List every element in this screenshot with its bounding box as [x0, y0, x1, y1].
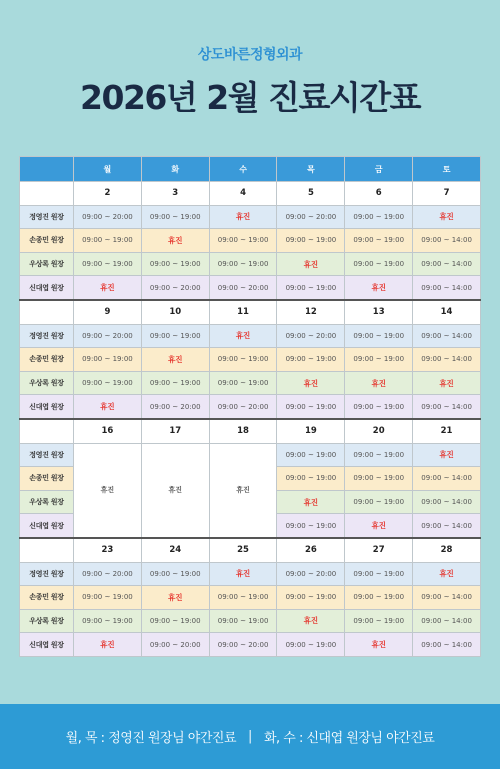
doctor-name: 우상록 원장: [20, 252, 74, 276]
date-cell: 2: [74, 182, 142, 206]
date-cell: 24: [141, 538, 209, 562]
holiday-cell: 휴진: [74, 443, 142, 538]
hours-cell: 09:00 ~ 19:00: [277, 467, 345, 491]
footer-note-tue-wed: 화, 수 : 신대엽 원장님 야간진료: [263, 731, 435, 746]
doctor-name: 신대엽 원장: [20, 395, 74, 419]
date-cell: 5: [277, 182, 345, 206]
hours-cell: 09:00 ~ 19:00: [209, 609, 277, 633]
hours-cell: 09:00 ~ 20:00: [209, 395, 277, 419]
hours-cell: 09:00 ~ 20:00: [209, 276, 277, 300]
weekday-header: 월: [74, 157, 142, 182]
hours-cell: 09:00 ~ 19:00: [277, 586, 345, 610]
date-row-label: [20, 538, 74, 562]
closed-cell: 휴진: [277, 252, 345, 276]
date-cell: 17: [141, 419, 209, 443]
hours-cell: 09:00 ~ 14:00: [413, 395, 481, 419]
footer-separator: |: [248, 729, 252, 744]
closed-cell: 휴진: [141, 586, 209, 610]
doctor-name: 정영진 원장: [20, 324, 74, 348]
hours-cell: 09:00 ~ 19:00: [345, 562, 413, 586]
hours-cell: 09:00 ~ 19:00: [209, 348, 277, 372]
hours-cell: 09:00 ~ 19:00: [345, 324, 413, 348]
hours-cell: 09:00 ~ 19:00: [141, 252, 209, 276]
page-title: 2026년 2월 진료시간표: [80, 78, 420, 117]
hours-cell: 09:00 ~ 14:00: [413, 324, 481, 348]
doctor-row: [20, 633, 481, 657]
hours-cell: 09:00 ~ 19:00: [277, 348, 345, 372]
hours-cell: 09:00 ~ 19:00: [74, 609, 142, 633]
closed-cell: 휴진: [209, 562, 277, 586]
hours-cell: 09:00 ~ 19:00: [277, 276, 345, 300]
header-corner: [20, 157, 74, 182]
hours-cell: 09:00 ~ 19:00: [74, 348, 142, 372]
date-cell: 3: [141, 182, 209, 206]
doctor-name: 우상록 원장: [20, 371, 74, 395]
hours-cell: 09:00 ~ 19:00: [74, 252, 142, 276]
date-cell: 7: [413, 182, 481, 206]
weekday-header-row: [20, 157, 481, 182]
date-cell: 26: [277, 538, 345, 562]
hours-cell: 09:00 ~ 14:00: [413, 348, 481, 372]
closed-cell: 휴진: [74, 276, 142, 300]
doctor-row: [20, 395, 481, 419]
holiday-cell: 휴진: [141, 443, 209, 538]
doctor-row: [20, 562, 481, 586]
doctor-row: [20, 348, 481, 372]
doctor-name: 손종민 원장: [20, 348, 74, 372]
hours-cell: 09:00 ~ 20:00: [74, 324, 142, 348]
date-cell: 20: [345, 419, 413, 443]
footer-banner: [0, 704, 500, 769]
doctor-row: [20, 609, 481, 633]
closed-cell: 휴진: [413, 443, 481, 467]
date-cell: 25: [209, 538, 277, 562]
closed-cell: 휴진: [345, 276, 413, 300]
date-cell: 12: [277, 300, 345, 324]
hours-cell: 09:00 ~ 14:00: [413, 229, 481, 253]
hours-cell: 09:00 ~ 19:00: [74, 229, 142, 253]
weekday-header: 금: [345, 157, 413, 182]
doctor-name: 정영진 원장: [20, 562, 74, 586]
hours-cell: 09:00 ~ 14:00: [413, 276, 481, 300]
doctor-name: 손종민 원장: [20, 467, 74, 491]
hours-cell: 09:00 ~ 14:00: [413, 514, 481, 538]
hours-cell: 09:00 ~ 19:00: [345, 252, 413, 276]
hours-cell: 09:00 ~ 19:00: [277, 514, 345, 538]
closed-cell: 휴진: [345, 514, 413, 538]
weekday-header: 화: [141, 157, 209, 182]
closed-cell: 휴진: [413, 371, 481, 395]
hours-cell: 09:00 ~ 20:00: [277, 324, 345, 348]
closed-cell: 휴진: [209, 324, 277, 348]
date-cell: 19: [277, 419, 345, 443]
hours-cell: 09:00 ~ 14:00: [413, 490, 481, 514]
hours-cell: 09:00 ~ 20:00: [209, 633, 277, 657]
doctor-row: [20, 252, 481, 276]
hours-cell: 09:00 ~ 20:00: [277, 205, 345, 229]
doctor-name: 신대엽 원장: [20, 514, 74, 538]
doctor-row: [20, 205, 481, 229]
hours-cell: 09:00 ~ 14:00: [413, 633, 481, 657]
closed-cell: 휴진: [141, 229, 209, 253]
closed-cell: 휴진: [277, 609, 345, 633]
doctor-name: 정영진 원장: [20, 443, 74, 467]
date-cell: 18: [209, 419, 277, 443]
doctor-name: 정영진 원장: [20, 205, 74, 229]
hours-cell: 09:00 ~ 20:00: [141, 276, 209, 300]
hours-cell: 09:00 ~ 14:00: [413, 252, 481, 276]
date-row: [20, 300, 481, 324]
hours-cell: 09:00 ~ 19:00: [345, 395, 413, 419]
date-cell: 13: [345, 300, 413, 324]
weekday-header: 목: [277, 157, 345, 182]
date-cell: 11: [209, 300, 277, 324]
hours-cell: 09:00 ~ 19:00: [345, 586, 413, 610]
date-row-label: [20, 182, 74, 206]
hours-cell: 09:00 ~ 19:00: [345, 443, 413, 467]
doctor-row: [20, 324, 481, 348]
hours-cell: 09:00 ~ 19:00: [141, 609, 209, 633]
hours-cell: 09:00 ~ 19:00: [141, 205, 209, 229]
closed-cell: 휴진: [345, 371, 413, 395]
doctor-name: 신대엽 원장: [20, 276, 74, 300]
doctor-row: [20, 443, 481, 467]
closed-cell: 휴진: [277, 490, 345, 514]
hours-cell: 09:00 ~ 19:00: [74, 371, 142, 395]
date-cell: 14: [413, 300, 481, 324]
doctor-name: 우상록 원장: [20, 490, 74, 514]
hours-cell: 09:00 ~ 19:00: [141, 324, 209, 348]
hours-cell: 09:00 ~ 20:00: [74, 562, 142, 586]
closed-cell: 휴진: [74, 395, 142, 419]
hours-cell: 09:00 ~ 20:00: [277, 562, 345, 586]
hours-cell: 09:00 ~ 19:00: [345, 229, 413, 253]
hours-cell: 09:00 ~ 19:00: [209, 229, 277, 253]
weekday-header: 토: [413, 157, 481, 182]
hours-cell: 09:00 ~ 19:00: [277, 443, 345, 467]
hours-cell: 09:00 ~ 14:00: [413, 609, 481, 633]
date-cell: 23: [74, 538, 142, 562]
hours-cell: 09:00 ~ 19:00: [209, 252, 277, 276]
hours-cell: 09:00 ~ 19:00: [209, 586, 277, 610]
doctor-name: 신대엽 원장: [20, 633, 74, 657]
date-cell: 10: [141, 300, 209, 324]
hours-cell: 09:00 ~ 19:00: [277, 633, 345, 657]
doctor-name: 우상록 원장: [20, 609, 74, 633]
hours-cell: 09:00 ~ 14:00: [413, 586, 481, 610]
hours-cell: 09:00 ~ 20:00: [74, 205, 142, 229]
doctor-row: [20, 229, 481, 253]
holiday-cell: 휴진: [209, 443, 277, 538]
hours-cell: 09:00 ~ 19:00: [277, 395, 345, 419]
hours-cell: 09:00 ~ 19:00: [345, 490, 413, 514]
date-row: [20, 182, 481, 206]
closed-cell: 휴진: [74, 633, 142, 657]
footer-note-mon-thu: 월, 목 : 정영진 원장님 야간진료: [65, 731, 237, 746]
date-cell: 4: [209, 182, 277, 206]
date-cell: 28: [413, 538, 481, 562]
hours-cell: 09:00 ~ 19:00: [141, 371, 209, 395]
hours-cell: 09:00 ~ 19:00: [141, 562, 209, 586]
hours-cell: 09:00 ~ 19:00: [345, 609, 413, 633]
weekday-header: 수: [209, 157, 277, 182]
hours-cell: 09:00 ~ 19:00: [74, 586, 142, 610]
closed-cell: 휴진: [413, 562, 481, 586]
date-row: [20, 419, 481, 443]
hours-cell: 09:00 ~ 19:00: [209, 371, 277, 395]
hours-cell: 09:00 ~ 20:00: [141, 395, 209, 419]
clinic-name: 상도바른정형외과: [197, 47, 303, 63]
date-row-label: [20, 419, 74, 443]
date-row-label: [20, 300, 74, 324]
date-cell: 16: [74, 419, 142, 443]
hours-cell: 09:00 ~ 14:00: [413, 467, 481, 491]
closed-cell: 휴진: [277, 371, 345, 395]
doctor-row: [20, 276, 481, 300]
date-cell: 9: [74, 300, 142, 324]
closed-cell: 휴진: [345, 633, 413, 657]
date-cell: 27: [345, 538, 413, 562]
closed-cell: 휴진: [209, 205, 277, 229]
schedule-table: [19, 156, 481, 657]
hours-cell: 09:00 ~ 20:00: [141, 633, 209, 657]
hours-cell: 09:00 ~ 19:00: [345, 205, 413, 229]
date-row: [20, 538, 481, 562]
doctor-row: [20, 586, 481, 610]
closed-cell: 휴진: [413, 205, 481, 229]
hours-cell: 09:00 ~ 19:00: [345, 348, 413, 372]
doctor-name: 손종민 원장: [20, 229, 74, 253]
date-cell: 6: [345, 182, 413, 206]
doctor-name: 손종민 원장: [20, 586, 74, 610]
hours-cell: 09:00 ~ 19:00: [345, 467, 413, 491]
hours-cell: 09:00 ~ 19:00: [277, 229, 345, 253]
closed-cell: 휴진: [141, 348, 209, 372]
date-cell: 21: [413, 419, 481, 443]
doctor-row: [20, 371, 481, 395]
